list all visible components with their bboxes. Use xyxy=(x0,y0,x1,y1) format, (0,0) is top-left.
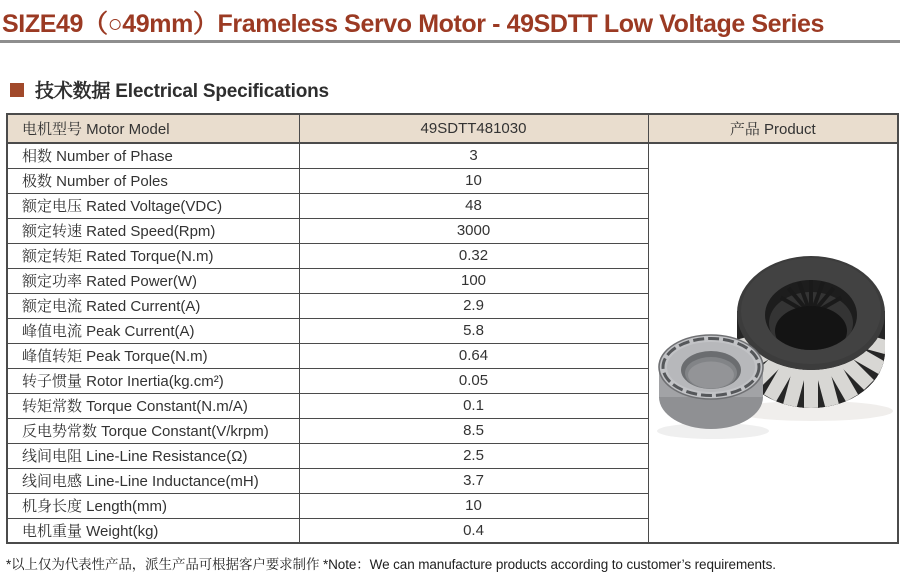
row-label: 额定电流 Rated Current(A) xyxy=(7,293,299,318)
row-value: 0.64 xyxy=(299,343,648,368)
header-product: 产品 Product xyxy=(648,114,898,143)
row-value: 3 xyxy=(299,143,648,168)
row-value: 2.9 xyxy=(299,293,648,318)
square-bullet-icon xyxy=(10,83,24,97)
motor-product-image xyxy=(653,239,893,444)
row-label: 额定功率 Rated Power(W) xyxy=(7,268,299,293)
row-value: 0.1 xyxy=(299,393,648,418)
row-value: 0.32 xyxy=(299,243,648,268)
title-divider xyxy=(0,40,900,43)
rotor-image xyxy=(659,335,763,429)
row-label: 机身长度 Length(mm) xyxy=(7,493,299,518)
footnote: *以上仅为代表性产品，派生产品可根据客户要求制作 *Note：We can manufacture products according to customer’s requirements. xyxy=(6,557,776,572)
row-label: 转子惯量 Rotor Inertia(kg.cm²) xyxy=(7,368,299,393)
row-value: 48 xyxy=(299,193,648,218)
row-label: 峰值转矩 Peak Torque(N.m) xyxy=(7,343,299,368)
spec-table xyxy=(6,113,899,544)
row-value: 8.5 xyxy=(299,418,648,443)
row-value: 2.5 xyxy=(299,443,648,468)
row-value: 0.05 xyxy=(299,368,648,393)
row-label: 线间电感 Line-Line Inductance(mH) xyxy=(7,468,299,493)
row-value: 10 xyxy=(299,168,648,193)
row-label: 峰值电流 Peak Current(A) xyxy=(7,318,299,343)
row-label: 反电势常数 Torque Constant(V/krpm) xyxy=(7,418,299,443)
row-value: 3000 xyxy=(299,218,648,243)
row-label: 相数 Number of Phase xyxy=(7,143,299,168)
table-row xyxy=(7,143,898,168)
row-label: 转矩常数 Torque Constant(N.m/A) xyxy=(7,393,299,418)
row-value: 100 xyxy=(299,268,648,293)
section-heading xyxy=(10,76,329,103)
row-value: 3.7 xyxy=(299,468,648,493)
row-label: 线间电阻 Line-Line Resistance(Ω) xyxy=(7,443,299,468)
row-value: 5.8 xyxy=(299,318,648,343)
row-label: 电机重量 Weight(kg) xyxy=(7,518,299,543)
row-label: 额定转矩 Rated Torque(N.m) xyxy=(7,243,299,268)
row-value: 0.4 xyxy=(299,518,648,543)
row-label: 额定转速 Rated Speed(Rpm) xyxy=(7,218,299,243)
product-image-cell xyxy=(648,143,898,543)
row-label: 额定电压 Rated Voltage(VDC) xyxy=(7,193,299,218)
header-model-value: 49SDTT481030 xyxy=(299,114,648,143)
header-motor-model: 电机型号 Motor Model xyxy=(7,114,299,143)
section-heading-label: 技术数据 Electrical Specifications xyxy=(35,81,329,102)
row-label: 极数 Number of Poles xyxy=(7,168,299,193)
page-title: SIZE49（○49mm）Frameless Servo Motor - 49SDTT Low Voltage Series xyxy=(2,10,825,38)
table-header-row xyxy=(7,114,898,143)
row-value: 10 xyxy=(299,493,648,518)
